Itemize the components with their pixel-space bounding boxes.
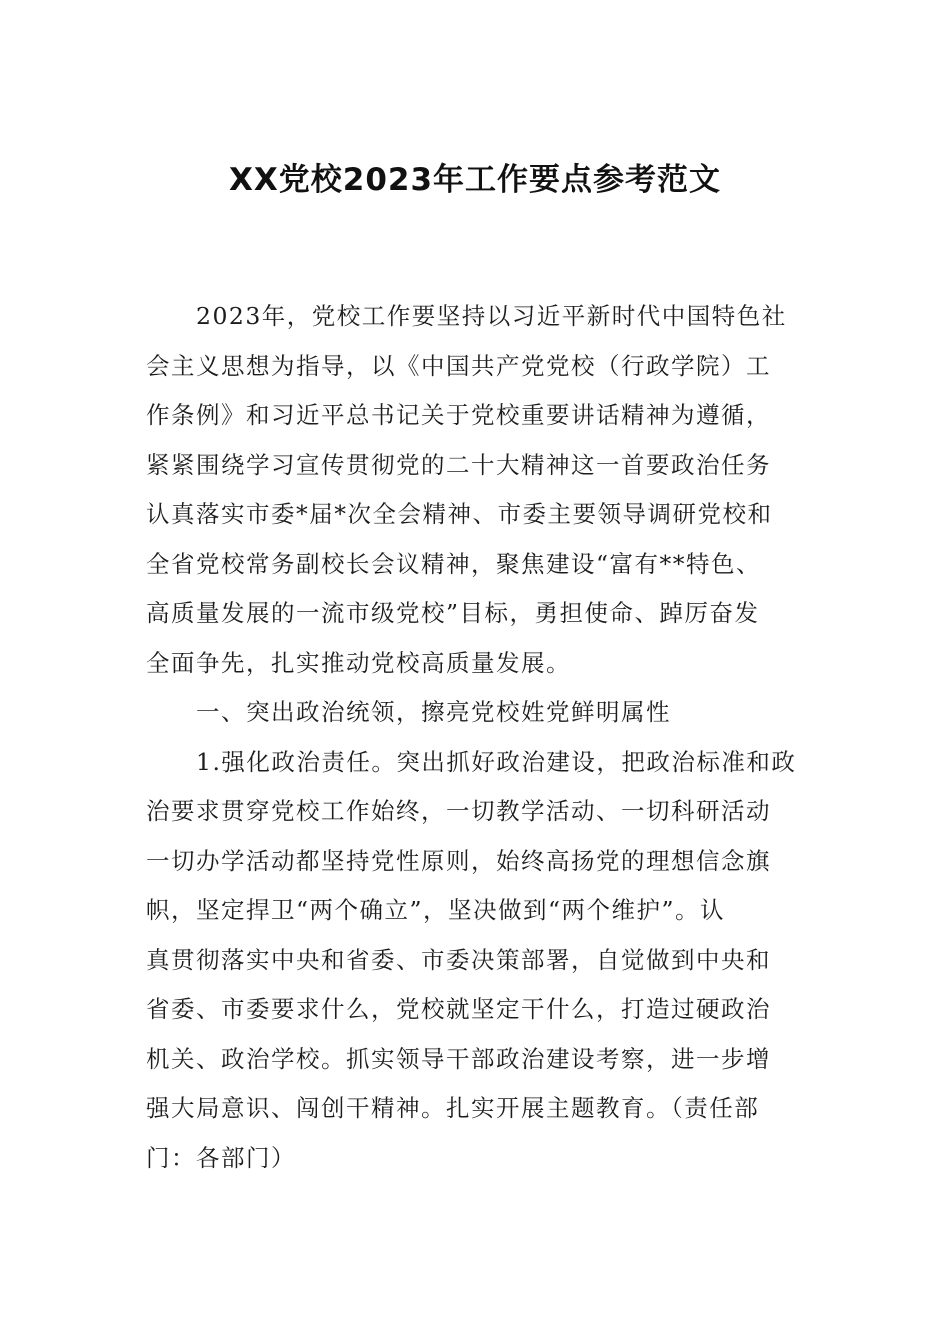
intro-line-3: 作条例》和习近平总书记关于党校重要讲话精神为遵循， <box>146 401 771 429</box>
intro-line-6: 全省党校常务副校长会议精神，聚焦建设“富有**特色、 <box>146 549 762 578</box>
intro-line-5: 认真落实市委*届*次全会精神、市委主要领导调研党校和 <box>146 500 773 528</box>
item1-line-9: 门：各部门） <box>146 1143 296 1172</box>
intro-line-1: 2023年，党校工作要坚持以习近平新时代中国特色社 <box>196 302 787 330</box>
item1-line-3: 一切办学活动都坚持党性原则，始终高扬党的理想信念旗 <box>146 846 771 875</box>
item1-line-6: 省委、市委要求什么，党校就坚定干什么，打造过硬政治 <box>146 995 771 1023</box>
item1-line-5: 真贯彻落实中央和省委、市委决策部署，自觉做到中央和 <box>146 945 771 974</box>
intro-line-8: 全面争先，扎实推动党校高质量发展。 <box>146 648 571 677</box>
intro-line-7: 高质量发展的一流市级党校”目标，勇担使命、踔厉奋发 <box>146 599 760 627</box>
document-body <box>146 292 806 1183</box>
item1-line-8: 强大局意识、闯创干精神。扎实开展主题教育。（责任部 <box>146 1094 760 1122</box>
document-title: XX党校2023年工作要点参考范文 <box>228 162 722 198</box>
intro-line-2: 会主义思想为指导，以《中国共产党党校（行政学院）工 <box>146 351 771 380</box>
item1-line-4: 帜，坚定捍卫“两个确立”，坚决做到“两个维护”。认 <box>146 896 726 924</box>
intro-line-4: 紧紧围绕学习宣传贯彻党的二十大精神这一首要政治任务 <box>146 450 771 479</box>
section-heading: 一、突出政治统领，擦亮党校姓党鲜明属性 <box>196 698 671 726</box>
item1-line-7: 机关、政治学校。抓实领导干部政治建设考察，进一步增 <box>146 1044 771 1073</box>
item1-line-1: 1.强化政治责任。突出抓好政治建设，把政治标准和政 <box>196 747 797 776</box>
item1-line-2: 治要求贯穿党校工作始终，一切教学活动、一切科研活动 <box>146 797 771 825</box>
